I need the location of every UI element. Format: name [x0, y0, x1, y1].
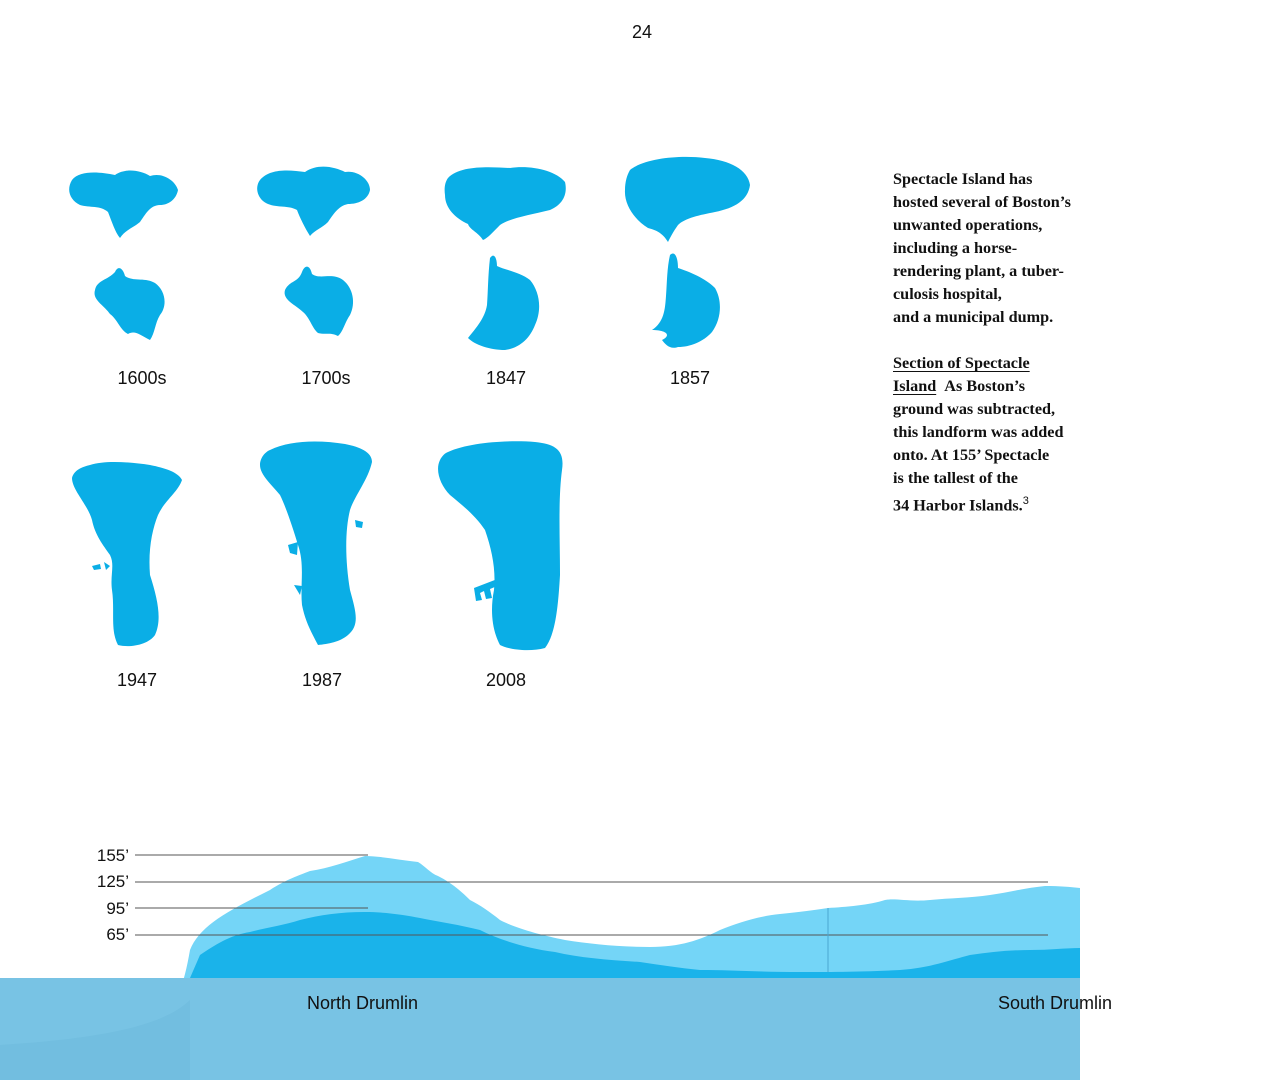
map-1987 — [260, 442, 372, 645]
section-line: onto. At 155’ Spectacle — [893, 446, 1050, 464]
intro-line: rendering plant, a tuber- — [893, 262, 1064, 280]
map-2008 — [438, 441, 562, 650]
elevation-label-65: 65’ — [106, 925, 129, 944]
place-label-north-drumlin: North Drumlin — [307, 993, 419, 1013]
year-label-1947: 1947 — [116, 670, 158, 690]
section-line: 34 Harbor Islands. — [893, 496, 1023, 515]
elevation-label-155: 155’ — [96, 846, 129, 865]
section-line: is the tallest of the — [893, 469, 1018, 487]
intro-line: hosted several of Boston’s — [893, 193, 1071, 211]
footnote-marker: 3 — [1022, 495, 1029, 507]
section-line: As Boston’s — [944, 377, 1026, 395]
intro-line: unwanted operations, — [893, 216, 1043, 234]
intro-line: and a municipal dump. — [893, 308, 1054, 326]
place-label-south-drumlin: South Drumlin — [998, 993, 1113, 1013]
intro-paragraph — [893, 168, 1080, 329]
year-label-1857: 1857 — [669, 368, 711, 388]
intro-line: culosis hospital, — [893, 285, 1002, 303]
map-1700s — [257, 167, 370, 336]
section-line: this landform was added — [893, 423, 1064, 441]
map-1857 — [625, 157, 750, 348]
section-title-end: Island — [893, 377, 937, 395]
elevation-label-95: 95’ — [106, 899, 129, 918]
sidebar-text — [893, 168, 1080, 540]
year-label-1600s: 1600s — [117, 368, 167, 388]
section-line: ground was subtracted, — [893, 400, 1056, 418]
island-section-profile — [0, 800, 1113, 1080]
page-number: 24 — [631, 22, 653, 42]
elevation-label-125: 125’ — [96, 872, 129, 891]
intro-line: Spectacle Island has — [893, 170, 1033, 188]
section-paragraph — [893, 352, 1080, 517]
year-label-2008: 2008 — [485, 670, 527, 690]
year-label-1847: 1847 — [485, 368, 527, 388]
map-1947 — [72, 462, 182, 646]
map-1847 — [445, 167, 566, 350]
section-title: Section of Spectacle — [893, 354, 1030, 372]
intro-line: including a horse- — [893, 239, 1018, 257]
map-1600s — [69, 171, 178, 340]
year-label-1700s: 1700s — [301, 368, 351, 388]
year-label-1987: 1987 — [301, 670, 343, 690]
